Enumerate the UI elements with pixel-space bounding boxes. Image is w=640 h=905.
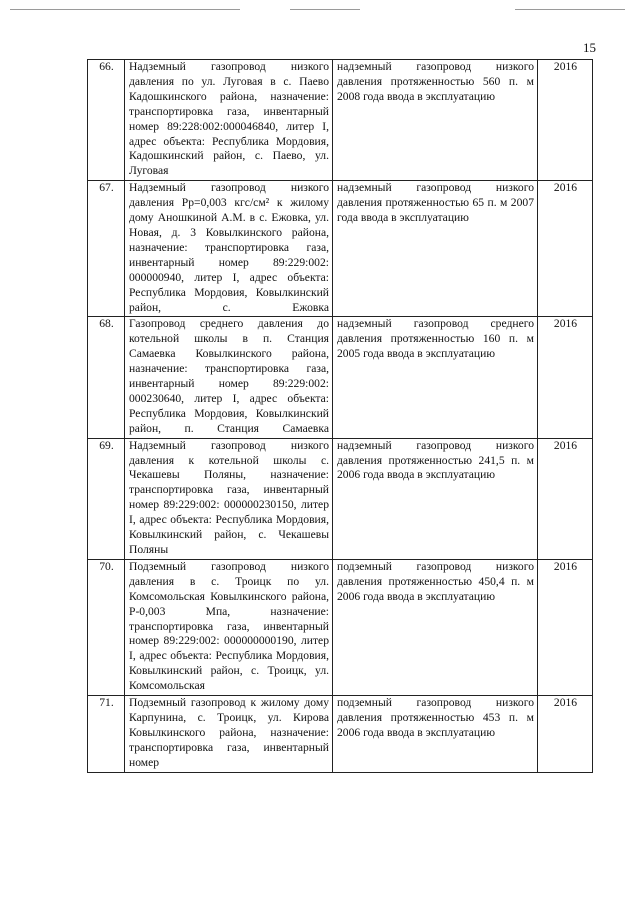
object-description: подземный газопровод низкого давления протяженностью 450,4 п. м 2006 года ввода в эксплуатацию [333, 559, 538, 695]
object-name: Надземный газопровод низкого давления Рр=0,003 кгс/см² к жилому дому Аношкиной А.М. в с. Ежовка, ул. Новая, д. 3 Ковылкинского района, назначение: транспортировка газа, инвентарный номер 89:229:002: 000000940, литер I, адрес объекта: Республика Мордовия, Ковылкинский район, с. Ежовка [129, 181, 329, 314]
object-name: Газопровод среднего давления до котельной школы в п. Станция Самаевка Ковылкинского района, назначение: транспортировка газа, инвентарный номер 89:229:002: 000230640, литер I, адрес объекта: Республика Мордовия, Ковылкинский район, п. Станция Самаевка [129, 317, 329, 435]
object-name: Подземный газопровод к жилому дому Карпунина, с. Троицк, ул. Кирова Ковылкинского района, назначение: транспортировка газа, инвентарный номер [129, 696, 329, 769]
object-description: подземный газопровод низкого давления протяженностью 453 п. м 2006 года ввода в эксплуатацию [333, 696, 538, 773]
page-number: 15 [583, 40, 596, 55]
row-year: 2016 [538, 181, 593, 317]
object-name-cell [125, 181, 333, 317]
object-description: надземный газопровод низкого давления протяженностью 241,5 п. м 2006 года ввода в эксплуатацию [333, 438, 538, 559]
table-row [88, 60, 593, 181]
row-year: 2016 [538, 559, 593, 695]
table-row [88, 559, 593, 695]
object-description: надземный газопровод низкого давления протяженностью 560 п. м 2008 года ввода в эксплуатацию [333, 60, 538, 181]
row-year: 2016 [538, 60, 593, 181]
object-name: Надземный газопровод низкого давления к котельной школы с. Чекашевы Поляны, назначение: транспортировка газа, инвентарный номер 89:229:002: 000000230150, литер I, адрес объекта: Республика Мордовия, Ковылкинский район, с. Чекашевы Поляны [129, 438, 329, 556]
table-row [88, 317, 593, 438]
row-year: 2016 [538, 317, 593, 438]
row-number: 66. [88, 60, 125, 181]
object-name-cell [125, 559, 333, 695]
row-number: 71. [88, 696, 125, 773]
row-number: 69. [88, 438, 125, 559]
row-number: 67. [88, 181, 125, 317]
scan-artifact-top-middle [290, 9, 360, 10]
object-name: Надземный газопровод низкого давления по ул. Луговая в с. Паево Кадошкинского района, назначение: транспортировка газа, инвентарный номер 89:228:002:000046840, литер I, адрес объекта: Республика Мордовия, Кадошкинский район, с. Паево, ул. Луговая [129, 60, 329, 178]
object-name-cell [125, 60, 333, 181]
object-name-cell [125, 438, 333, 559]
scan-artifact-top-right [515, 9, 625, 10]
table-row [88, 696, 593, 773]
table-row [88, 181, 593, 317]
object-description: надземный газопровод среднего давления протяженностью 160 п. м 2005 года ввода в эксплуатацию [333, 317, 538, 438]
object-name-cell [125, 696, 333, 773]
row-year: 2016 [538, 438, 593, 559]
object-name: Подземный газопровод низкого давления в с. Троицк по ул. Комсомольская Ковылкинского района, Р-0,003 Мпа, назначение: транспортировка газа, инвентарный номер 89:229:002: 000000000190, литер I, адрес объекта: Республика Мордовия, Ковылкинский район, с. Троицк, ул. Комсомольская [129, 559, 329, 693]
row-number: 70. [88, 559, 125, 695]
registry-table [87, 59, 593, 773]
object-description: надземный газопровод низкого давления протяженностью 65 п. м 2007 года ввода в эксплуатацию [333, 181, 538, 317]
table-row [88, 438, 593, 559]
scan-artifact-top-left [10, 9, 240, 10]
row-number: 68. [88, 317, 125, 438]
row-year: 2016 [538, 696, 593, 773]
object-name-cell [125, 317, 333, 438]
